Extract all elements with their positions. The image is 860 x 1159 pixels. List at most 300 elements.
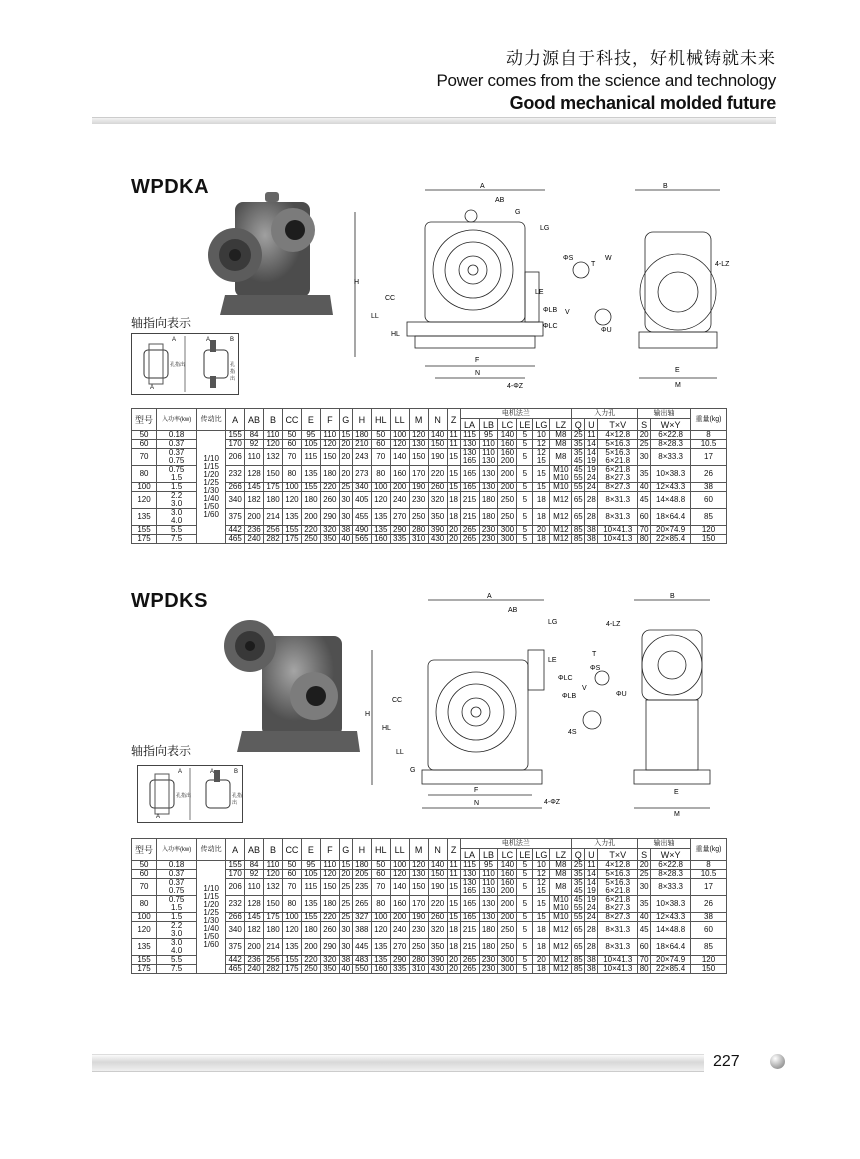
table-cell: 155 <box>226 861 245 870</box>
table-cell: 85 <box>572 526 585 535</box>
table-cell: 150 <box>409 449 428 466</box>
table-cell: 26 <box>690 466 726 483</box>
table-cell: 5 <box>517 879 533 896</box>
table-cell: 11 <box>447 861 460 870</box>
table-cell: 215 <box>460 922 479 939</box>
table-cell: 550 <box>352 965 371 974</box>
table-cell: 150 <box>428 440 447 449</box>
table-cell: 10 <box>533 861 550 870</box>
table-cell: 100 <box>390 861 409 870</box>
dim-label: T <box>592 651 597 658</box>
table-cell: 182 <box>245 922 264 939</box>
table-cell: 70 <box>371 449 390 466</box>
table-cell: 160 <box>371 535 390 544</box>
col-model: 型号 <box>132 839 157 861</box>
table-cell: 100 <box>371 913 390 922</box>
table-cell: 150 <box>690 535 726 544</box>
table-cell: 5 <box>517 922 533 939</box>
table-cell: 190 <box>428 879 447 896</box>
table-cell: M12 <box>550 939 572 956</box>
group-output-shaft: 输出轴 <box>638 839 691 849</box>
table-cell: M10 <box>550 483 572 492</box>
dim-label: 4-LZ <box>715 261 730 268</box>
dim-label: HL <box>391 331 400 338</box>
table-cell: 10 <box>533 431 550 440</box>
table-cell: 206 <box>226 449 245 466</box>
table-cell: 5 <box>517 526 533 535</box>
table-cell: 10×38.3 <box>651 466 691 483</box>
table-cell: 180 <box>352 431 371 440</box>
table-cell: 340 <box>352 483 371 492</box>
table-cell: 105 <box>301 440 320 449</box>
table-cell: 100 <box>371 483 390 492</box>
table-cell: 140 <box>428 431 447 440</box>
table-cell: 282 <box>264 535 283 544</box>
table-cell: 95 <box>301 431 320 440</box>
table-cell: 60 <box>371 440 390 449</box>
table-cell: 38 <box>585 535 598 544</box>
table-cell: 35 45 <box>572 879 585 896</box>
table-cell: 5 <box>517 509 533 526</box>
table-cell: 250 <box>498 492 517 509</box>
col-h: H <box>352 839 371 861</box>
dim-label: CC <box>392 697 403 704</box>
dim-label: 4-ΦZ <box>507 383 524 390</box>
table-cell: 28 <box>585 492 598 509</box>
table-cell: 240 <box>390 492 409 509</box>
cell-model: 100 <box>132 913 157 922</box>
table-cell: 300 <box>498 535 517 544</box>
table-cell: 115 <box>301 879 320 896</box>
table-cell: 240 <box>245 535 264 544</box>
dim-label: LE <box>535 289 544 296</box>
table-cell: 14×48.8 <box>651 922 691 939</box>
table-cell: 130 <box>409 440 428 449</box>
table-cell: 5×16.3 6×21.8 <box>598 449 638 466</box>
table-cell: 35 45 <box>572 449 585 466</box>
table-cell: 28 <box>585 939 598 956</box>
cell-model: 155 <box>132 526 157 535</box>
table-cell: 230 <box>479 526 498 535</box>
table-cell: 10.5 <box>690 870 726 879</box>
table-cell: 28 <box>585 922 598 939</box>
axis-note: A <box>178 769 183 775</box>
table-cell: 180 <box>479 509 498 526</box>
table-cell: M10 M10 <box>550 896 572 913</box>
table-cell: 260 <box>320 492 339 509</box>
table-cell: 110 <box>479 440 498 449</box>
col-lg: LG <box>533 849 550 861</box>
dimension-drawing-wpdks <box>362 590 728 818</box>
table-cell: 120 <box>320 870 339 879</box>
table-cell: 190 <box>409 483 428 492</box>
table-cell: 85 <box>690 939 726 956</box>
table-cell: 128 <box>245 896 264 913</box>
table-cell: M12 <box>550 965 572 974</box>
table-cell: 320 <box>428 492 447 509</box>
table-cell: 8×33.3 <box>651 449 691 466</box>
table-cell: 8 <box>690 861 726 870</box>
table-cell: 25 <box>339 896 352 913</box>
table-cell: 110 <box>320 861 339 870</box>
table-cell: 110 130 <box>479 879 498 896</box>
dim-label: T <box>591 261 596 268</box>
cell-power: 0.37 <box>157 870 197 879</box>
table-cell: 10×41.3 <box>598 535 638 544</box>
table-cell: 12 <box>533 870 550 879</box>
table-cell: 15 <box>339 861 352 870</box>
table-cell: 38 <box>585 956 598 965</box>
axis-direction-diagram-1 <box>131 333 239 395</box>
table-cell: 135 <box>301 466 320 483</box>
table-cell: 236 <box>245 526 264 535</box>
table-cell: 18 <box>533 535 550 544</box>
cell-power: 7.5 <box>157 965 197 974</box>
axis-note: B <box>230 337 235 343</box>
table-cell: 130 <box>479 896 498 913</box>
cell-power: 0.75 1.5 <box>157 466 197 483</box>
table-cell: 170 <box>409 896 428 913</box>
table-cell: 180 <box>301 492 320 509</box>
table-cell: 375 <box>226 509 245 526</box>
table-cell: 35 <box>638 896 651 913</box>
table-cell: 180 <box>264 922 283 939</box>
table-cell: 120 <box>690 956 726 965</box>
table-cell: 38 <box>339 526 352 535</box>
table-cell: 135 <box>301 896 320 913</box>
table-cell: M8 <box>550 870 572 879</box>
cell-model: 135 <box>132 509 157 526</box>
table-cell: 20 <box>533 956 550 965</box>
dim-label: AB <box>495 197 505 204</box>
table-cell: 35 <box>638 466 651 483</box>
col-m: M <box>409 409 428 431</box>
table-cell: 19 24 <box>585 896 598 913</box>
dim-label: A <box>487 593 492 600</box>
table-cell: M12 <box>550 509 572 526</box>
col-lz: LZ <box>550 419 572 431</box>
table-cell: 250 <box>409 939 428 956</box>
dim-label: F <box>475 357 480 364</box>
table-cell: 80 <box>282 466 301 483</box>
table-cell: 30 <box>339 939 352 956</box>
table-cell: 155 <box>282 526 301 535</box>
table-cell: M8 <box>550 879 572 896</box>
table-cell: 200 <box>245 509 264 526</box>
table-cell: 120 <box>264 870 283 879</box>
table-cell: 180 <box>301 922 320 939</box>
table-cell: 35 <box>572 870 585 879</box>
table-cell: 170 <box>409 466 428 483</box>
table-cell: 565 <box>352 535 371 544</box>
cell-model: 175 <box>132 535 157 544</box>
table-cell: 175 <box>282 965 301 974</box>
table-cell: 6×22.8 <box>651 861 691 870</box>
table-cell: 38 <box>585 965 598 974</box>
table-cell: 65 <box>572 509 585 526</box>
table-cell: 15 <box>533 483 550 492</box>
table-cell: 4×12.8 <box>598 431 638 440</box>
table-cell: 40 <box>638 483 651 492</box>
table-cell: 100 <box>282 483 301 492</box>
dim-label: 4-LZ <box>606 621 621 628</box>
axis-note: 孔指出 <box>176 793 192 799</box>
table-cell: 160 <box>498 440 517 449</box>
dim-label: AB <box>508 607 518 614</box>
table-cell: 60 <box>638 939 651 956</box>
col-lb: LB <box>479 419 498 431</box>
gearbox-photo-wpdka <box>205 190 335 320</box>
table-cell: 180 <box>352 861 371 870</box>
col-ab: AB <box>245 839 264 861</box>
table-cell: 280 <box>409 526 428 535</box>
table-cell: M8 <box>550 449 572 466</box>
table-cell: 250 <box>409 509 428 526</box>
col-z: Z <box>447 839 460 861</box>
table-cell: 327 <box>352 913 371 922</box>
table-cell: 120 <box>690 526 726 535</box>
dim-label: CC <box>385 295 396 302</box>
table-cell: 18 <box>447 492 460 509</box>
table-cell: 5×16.3 6×21.8 <box>598 879 638 896</box>
table-cell: 445 <box>352 939 371 956</box>
table-cell: 215 <box>460 492 479 509</box>
axis-note: A <box>172 337 177 343</box>
header-divider <box>92 117 776 124</box>
col-ll: LL <box>390 839 409 861</box>
axis-note: A <box>206 337 211 343</box>
table-cell: 130 <box>409 870 428 879</box>
table-cell: 24 <box>585 913 598 922</box>
table-cell: 214 <box>264 509 283 526</box>
table-cell: 120 <box>390 870 409 879</box>
table-cell: 135 <box>371 956 390 965</box>
table-cell: 11 <box>585 861 598 870</box>
table-cell: 50 <box>282 861 301 870</box>
table-cell: 5×16.3 <box>598 870 638 879</box>
cell-model: 175 <box>132 965 157 974</box>
col-weight: 重量(kg) <box>690 839 726 861</box>
table-cell: 130 <box>479 483 498 492</box>
cell-model: 120 <box>132 922 157 939</box>
table-cell: 214 <box>264 939 283 956</box>
table-cell: 280 <box>409 956 428 965</box>
table-cell: 18 <box>447 939 460 956</box>
table-cell: 335 <box>390 965 409 974</box>
table-cell: 120 <box>409 861 428 870</box>
dim-label: ΦLB <box>562 693 577 700</box>
table-cell: 160 200 <box>498 449 517 466</box>
table-cell: 40 <box>339 535 352 544</box>
table-cell: 140 <box>428 861 447 870</box>
table-cell: 150 <box>264 896 283 913</box>
table-cell: 160 <box>390 466 409 483</box>
table-cell: 405 <box>352 492 371 509</box>
table-cell: 135 <box>371 526 390 535</box>
table-cell: 20 <box>533 526 550 535</box>
table-cell: 17 <box>690 449 726 466</box>
table-cell: 290 <box>390 526 409 535</box>
cell-power: 3.0 4.0 <box>157 939 197 956</box>
slogan-english-bold: Good mechanical molded future <box>509 93 776 113</box>
cell-model: 60 <box>132 870 157 879</box>
cell-ratio: 1/10 1/15 1/20 1/25 1/30 1/40 1/50 1/60 <box>197 861 226 974</box>
table-cell: 85 <box>572 535 585 544</box>
table-cell: 200 <box>301 509 320 526</box>
table-cell: 38 <box>339 956 352 965</box>
table-cell: 92 <box>245 440 264 449</box>
table-cell: 10×41.3 <box>598 956 638 965</box>
table-cell: 8×31.3 <box>598 939 638 956</box>
col-e: E <box>301 409 320 431</box>
dim-label: B <box>663 183 668 190</box>
table-cell: 430 <box>428 535 447 544</box>
dim-label: LL <box>371 313 379 320</box>
table-cell: 85 <box>572 965 585 974</box>
table-cell: 232 <box>226 896 245 913</box>
table-cell: 150 <box>428 870 447 879</box>
table-cell: 200 <box>245 939 264 956</box>
table-cell: 20 <box>339 440 352 449</box>
table-cell: 115 <box>460 861 479 870</box>
table-cell: 20 <box>447 535 460 544</box>
table-cell: 120 <box>371 922 390 939</box>
table-cell: 220 <box>301 526 320 535</box>
table-cell: 25 <box>638 440 651 449</box>
table-cell: 38 <box>690 913 726 922</box>
table-cell: 120 <box>282 492 301 509</box>
table-cell: 200 <box>390 483 409 492</box>
table-cell: 150 <box>264 466 283 483</box>
table-cell: 12 <box>533 440 550 449</box>
table-cell: 200 <box>498 466 517 483</box>
table-cell: 200 <box>498 913 517 922</box>
table-cell: 105 <box>301 870 320 879</box>
table-row <box>132 861 727 870</box>
cell-power: 1.5 <box>157 483 197 492</box>
table-cell: 12×43.3 <box>651 913 691 922</box>
table-cell: 388 <box>352 922 371 939</box>
col-lz: LZ <box>550 849 572 861</box>
dim-label: H <box>365 711 371 718</box>
col-la: LA <box>460 419 479 431</box>
table-cell: 130 <box>460 440 479 449</box>
table-cell: 250 <box>498 509 517 526</box>
table-cell: 200 <box>498 483 517 492</box>
col-u: U <box>585 849 598 861</box>
col-z: Z <box>447 409 460 431</box>
table-cell: 5 <box>517 939 533 956</box>
axis-note: A <box>150 385 155 391</box>
table-cell: 215 <box>460 509 479 526</box>
table-cell: 340 <box>226 492 245 509</box>
table-cell: 390 <box>428 956 447 965</box>
col-t×v: T×V <box>598 419 638 431</box>
table-cell: 70 <box>282 449 301 466</box>
table-cell: 65 <box>572 922 585 939</box>
header-row <box>132 839 727 849</box>
table-cell: 14 <box>585 440 598 449</box>
table-cell: 442 <box>226 956 245 965</box>
col-m: M <box>409 839 428 861</box>
col-u: U <box>585 419 598 431</box>
col-le: LE <box>517 419 533 431</box>
table-cell: 140 <box>498 431 517 440</box>
dim-label: 4-ΦZ <box>544 799 561 806</box>
table-cell: 256 <box>264 956 283 965</box>
table-cell: 110 <box>264 861 283 870</box>
table-cell: M12 <box>550 956 572 965</box>
model-title-wpdks: WPDKS <box>131 590 208 612</box>
table-cell: 25 <box>339 913 352 922</box>
table-cell: 230 <box>479 956 498 965</box>
dim-label: ΦS <box>563 255 574 262</box>
table-cell: 240 <box>245 965 264 974</box>
dim-label: LG <box>548 619 558 626</box>
table-cell: 190 <box>428 449 447 466</box>
table-cell: 220 <box>428 466 447 483</box>
axis-direction-diagram-2 <box>137 765 243 823</box>
table-cell: 175 <box>264 483 283 492</box>
table-cell: 110 130 <box>479 449 498 466</box>
dim-label: W <box>605 255 612 262</box>
table-cell: 5 <box>517 466 533 483</box>
table-cell: 10.5 <box>690 440 726 449</box>
cell-model: 155 <box>132 956 157 965</box>
table-cell: 8×27.3 <box>598 483 638 492</box>
table-cell: M12 <box>550 535 572 544</box>
table-cell: 80 <box>371 466 390 483</box>
axis-note: 孔指出 <box>230 362 236 382</box>
table-cell: 30 <box>339 492 352 509</box>
table-cell: 11 <box>447 440 460 449</box>
table-cell: 160 <box>371 965 390 974</box>
col-w×y: W×Y <box>651 849 691 861</box>
cell-power: 5.5 <box>157 526 197 535</box>
table-cell: 320 <box>428 922 447 939</box>
cell-power: 0.37 0.75 <box>157 879 197 896</box>
table-cell: 18 <box>447 922 460 939</box>
table-cell: 5 <box>517 535 533 544</box>
dim-label: ΦLB <box>543 307 558 314</box>
cell-model: 135 <box>132 939 157 956</box>
dim-label: LE <box>548 657 557 664</box>
table-cell: 8×31.3 <box>598 509 638 526</box>
group-output-shaft: 输出轴 <box>638 409 691 419</box>
table-cell: 180 <box>264 492 283 509</box>
table-cell: 300 <box>498 956 517 965</box>
dim-label: 4S <box>568 729 577 736</box>
axis-note: A <box>156 814 161 820</box>
table-cell: 120 <box>371 492 390 509</box>
table-cell: 265 <box>460 526 479 535</box>
col-g: G <box>339 839 352 861</box>
axis-note: A <box>210 769 215 775</box>
table-cell: 265 <box>460 965 479 974</box>
col-le: LE <box>517 849 533 861</box>
table-cell: 390 <box>428 526 447 535</box>
col-s: S <box>638 849 651 861</box>
cell-model: 50 <box>132 431 157 440</box>
table-cell: 25 <box>572 861 585 870</box>
table-cell: 200 <box>390 913 409 922</box>
table-cell: 95 <box>479 861 498 870</box>
table-cell: 80 <box>282 896 301 913</box>
table-cell: 120 <box>282 922 301 939</box>
col-t×v: T×V <box>598 849 638 861</box>
axis-note: 孔指出 <box>232 793 243 806</box>
cell-model: 100 <box>132 483 157 492</box>
